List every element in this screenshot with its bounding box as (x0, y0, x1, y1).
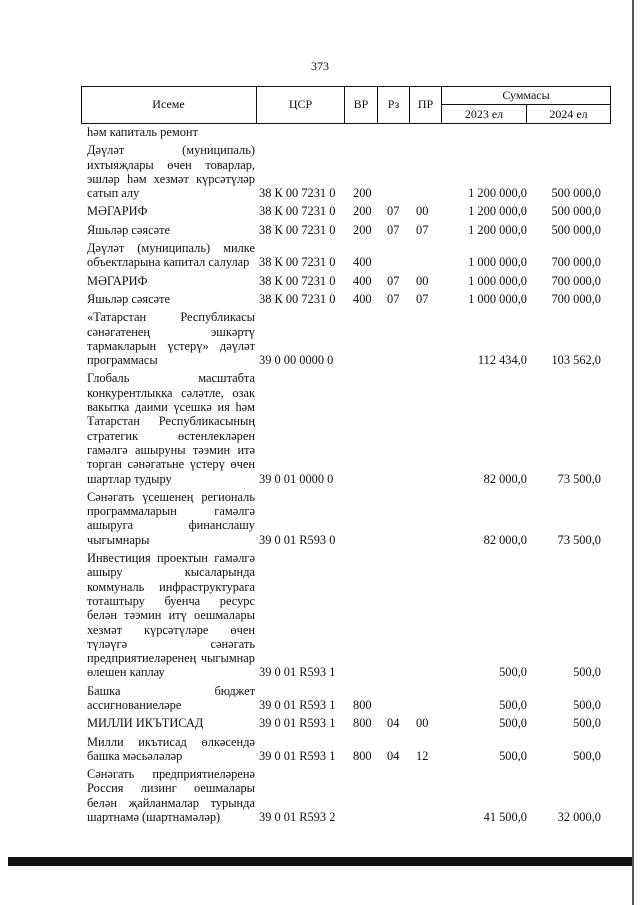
row-name: Яшьләр сәясәте (87, 291, 171, 306)
csr-cell: 39 0 01 R593 1 (259, 748, 336, 763)
page-number: 373 (311, 59, 329, 73)
pr-cell: 00 (416, 204, 429, 219)
row-name: МИЛЛИ ИКЪТИСАД (87, 716, 204, 731)
header-csr: ЦСР (288, 97, 313, 111)
csr-cell: 39 0 01 0000 0 (259, 471, 334, 486)
header-rz: Рз (387, 97, 400, 111)
sum-2023-cell: 1 200 000,0 (468, 186, 527, 201)
header-vr: ВР (353, 97, 369, 111)
table-row (81, 371, 611, 485)
rz-cell: 04 (387, 748, 400, 763)
scan-bottom-border (8, 857, 632, 866)
vr-cell: 400 (353, 255, 372, 270)
csr-cell: 39 0 01 R593 1 (259, 665, 336, 680)
sum-2024-cell: 500 000,0 (551, 204, 601, 219)
row-name: Яшьләр сәясәте (87, 222, 171, 237)
rz-cell: 07 (387, 222, 400, 237)
rz-cell: 04 (387, 716, 400, 731)
csr-cell: 39 0 01 R593 1 (259, 697, 336, 712)
table-row (81, 223, 611, 237)
sum-2024-cell: 32 000,0 (557, 810, 601, 825)
table-row (81, 735, 611, 764)
csr-cell: 38 К 00 7231 0 (259, 204, 336, 219)
sum-2023-cell: 1 000 000,0 (468, 273, 527, 288)
rz-cell: 07 (387, 291, 400, 306)
sum-2024-cell: 73 500,0 (557, 471, 601, 486)
csr-cell: 38 К 00 7231 0 (259, 273, 336, 288)
csr-cell: 39 0 01 R593 0 (259, 532, 336, 547)
sum-2024-cell: 700 000,0 (551, 291, 601, 306)
csr-cell: 38 К 00 7231 0 (259, 255, 336, 270)
table-row (81, 143, 611, 200)
pr-cell: 07 (416, 222, 429, 237)
vr-cell: 400 (353, 273, 372, 288)
pr-cell: 12 (416, 748, 429, 763)
sum-2024-cell: 500,0 (573, 748, 601, 763)
row-name: Инвестиция проектын гамәлгә ашыру кысаларында коммуналь инфраструктурага тоташтыру буенча ресурс белән тәэмин итү оешмалары хезмәт күрсәтүләре өчен түләүгә сәнәгать предприятиеләренең чыгымнар өлешен каплау (87, 551, 255, 680)
row-name: Дәүләт (муниципаль) милке объектларына капитал салулар (87, 241, 255, 270)
table-row (81, 274, 611, 288)
table-body (81, 125, 611, 828)
sum-2023-cell: 500,0 (499, 665, 527, 680)
row-name: Сәнәгать үсешенең региональ программаларын гамәлгә ашыруга финанслашу чыгымнары (87, 489, 255, 547)
sum-2023-cell: 82 000,0 (483, 471, 527, 486)
header-name: Исеме (152, 97, 185, 111)
sum-2023-cell: 500,0 (499, 697, 527, 712)
row-name: һәм капиталь ремонт (87, 125, 198, 139)
sum-2023-cell: 500,0 (499, 748, 527, 763)
sum-2023-cell: 112 434,0 (477, 353, 527, 368)
sum-2023-cell: 41 500,0 (483, 810, 527, 825)
row-name: «Татарстан Республикасы сәнәгатенең эшкәртү тармакларын үстерү» дәүләт программасы (87, 310, 255, 368)
csr-cell: 39 0 01 R593 1 (259, 716, 336, 731)
table-row (81, 767, 611, 824)
sum-2023-cell: 1 200 000,0 (468, 204, 527, 219)
sum-2023-cell: 82 000,0 (483, 532, 527, 547)
sum-2024-cell: 73 500,0 (557, 532, 601, 547)
row-name: Глобаль масштабта конкурентлыкка сәләтле, озак вакытка даими үсешкә ия һәм Татарстан Республикасының стратегик өстенлекләрен гамәлгә ашыруны тәэмин итә торган сәнәгатьне үстерү өчен шартлар тудыру (87, 371, 255, 486)
pr-cell: 00 (416, 273, 429, 288)
table-row (81, 310, 611, 367)
sum-2023-cell: 500,0 (499, 716, 527, 731)
rz-cell: 07 (387, 273, 400, 288)
header-2024: 2024 ел (549, 107, 588, 121)
row-name: МӘГАРИФ (87, 273, 148, 288)
vr-cell: 200 (353, 186, 372, 201)
header-2023: 2023 ел (464, 107, 504, 121)
vr-cell: 800 (353, 748, 372, 763)
scan-right-edge (632, 0, 634, 905)
table-row (81, 684, 611, 713)
row-name: Сәнәгать предприятиеләренә Россия лизинг оешмалары белән җайланмалар турында шартнамә (шартнамәләр) (87, 767, 255, 825)
table-row (81, 716, 611, 730)
row-name: Милли икътисад өлкәсендә башка мәсьәләләр (87, 734, 255, 763)
header-bottom-rule (81, 123, 611, 124)
row-name: Башка бюджет ассигнованиеләре (87, 683, 255, 712)
pr-cell: 07 (416, 291, 429, 306)
table-row (81, 125, 611, 139)
sum-2024-cell: 103 562,0 (551, 353, 601, 368)
sum-2024-cell: 700 000,0 (551, 255, 601, 270)
sum-2023-cell: 1 200 000,0 (468, 222, 527, 237)
vr-cell: 200 (353, 222, 372, 237)
table-header (81, 86, 611, 124)
rz-cell: 07 (387, 204, 400, 219)
row-name: Дәүләт (муниципаль) ихтыяҗлары өчен товарлар, эшләр һәм хезмәт күрсәтүләр сатып алу (87, 143, 255, 201)
table-row (81, 490, 611, 547)
csr-cell: 39 0 00 0000 0 (259, 353, 334, 368)
csr-cell: 38 К 00 7231 0 (259, 222, 336, 237)
csr-cell: 38 К 00 7231 0 (259, 186, 336, 201)
pr-cell: 00 (416, 716, 429, 731)
csr-cell: 39 0 01 R593 2 (259, 810, 336, 825)
vr-cell: 800 (353, 716, 372, 731)
csr-cell: 38 К 00 7231 0 (259, 291, 336, 306)
header-right-rule (610, 86, 611, 124)
sum-2024-cell: 500 000,0 (551, 222, 601, 237)
vr-cell: 800 (353, 697, 372, 712)
vr-cell: 400 (353, 291, 372, 306)
vr-cell: 200 (353, 204, 372, 219)
sum-2024-cell: 500,0 (573, 716, 601, 731)
sum-2024-cell: 500,0 (573, 665, 601, 680)
sum-2023-cell: 1 000 000,0 (468, 291, 527, 306)
header-sums: Суммасы (502, 88, 550, 102)
header-pr: ПР (417, 97, 434, 111)
sum-2023-cell: 1 000 000,0 (468, 255, 527, 270)
sum-2024-cell: 700 000,0 (551, 273, 601, 288)
table-row (81, 551, 611, 680)
sum-2024-cell: 500,0 (573, 697, 601, 712)
row-name: МӘГАРИФ (87, 204, 148, 219)
table-row (81, 292, 611, 306)
header-top-rule (81, 86, 611, 87)
sum-2024-cell: 500 000,0 (551, 186, 601, 201)
table-row (81, 241, 611, 270)
table-row (81, 204, 611, 218)
